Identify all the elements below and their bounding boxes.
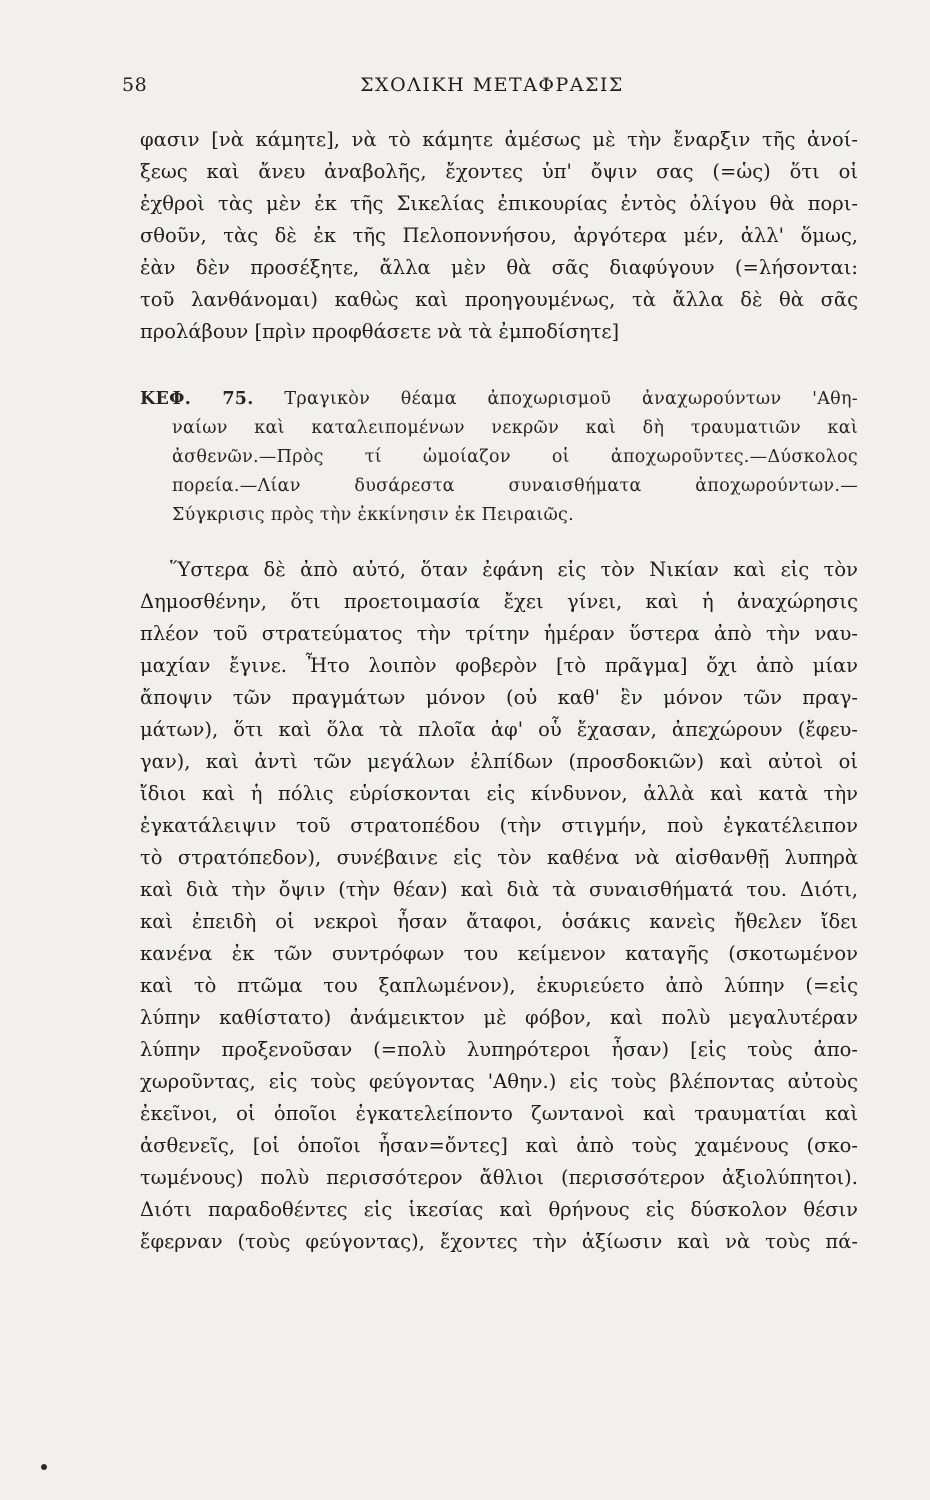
chapter-summary-text: Τραγικὸν θέαμα ἀποχωρισμοῦ ἀναχωρούντων 'Αθη- (284, 389, 858, 409)
text-line: ἐκεῖνοι, οἱ ὁποῖοι ἐγκατελείποντο ζωντανοὶ καὶ τραυματίαι καὶ (140, 1102, 858, 1125)
text-line: φασιν [νὰ κάμητε], νὰ τὸ κάμητε ἀμέσως μὲ τὴν ἔναρξιν τῆς ἀνοί- (140, 128, 858, 151)
chapter-label: ΚΕΦ. 75. (140, 389, 254, 409)
text-line: Διότι παραδοθέντες εἰς ἱκεσίας καὶ θρήνους εἰς δύσκολον θέσιν (140, 1198, 858, 1221)
text-line: προλάβουν [πρὶν προφθάσετε νὰ τὰ ἐμποδίσητε] (140, 320, 620, 343)
chapter-summary-line: ναίων καὶ καταλειπομένων νεκρῶν καὶ δὴ τραυματιῶν καὶ (172, 418, 858, 438)
text-line: Δημοσθένην, ὅτι προετοιμασία ἔχει γίνει, καὶ ἡ ἀναχώρησις (140, 590, 858, 613)
text-line: μαχίαν ἔγινε. Ἦτο λοιπὸν φοβερὸν [τὸ πρᾶγμα] ὄχι ἀπὸ μίαν (140, 654, 858, 677)
text-line: τὸ στρατόπεδον), συνέβαινε εἰς τὸν καθένα νὰ αἰσθανθῇ λυπηρὰ (140, 846, 858, 869)
running-title: ΣΧΟΛΙΚΗ ΜΕΤΑΦΡΑΣΙΣ (360, 74, 624, 96)
text-line: ἴδιοι καὶ ἡ πόλις εὑρίσκονται εἰς κίνδυνον, ἀλλὰ καὶ κατὰ τὴν (140, 782, 858, 805)
text-line: πλέον τοῦ στρατεύματος τὴν τρίτην ἡμέραν ὕστερα ἀπὸ τὴν ναυ- (140, 622, 858, 645)
text-line: σθοῦν, τὰς δὲ ἐκ τῆς Πελοποννήσου, ἀργότερα μέν, ἀλλ' ὅμως, (140, 224, 858, 247)
text-line: κανένα ἐκ τῶν συντρόφων του κείμενον καταγῆς (σκοτωμένον (140, 942, 858, 965)
text-line: καὶ διὰ τὴν ὄψιν (τὴν θέαν) καὶ διὰ τὰ συναισθήματά του. Διότι, (140, 878, 858, 901)
text-line: ἐὰν δὲν προσέξητε, ἄλλα μὲν θὰ σᾶς διαφύγουν (=λήσονται: (140, 256, 858, 279)
text-line: μάτων), ὅτι καὶ ὅλα τὰ πλοῖα ἀφ' οὗ ἔχασαν, ἀπεχώρουν (ἔφευ- (140, 718, 858, 741)
text-line: ἐγκατάλειψιν τοῦ στρατοπέδου (τὴν στιγμήν, ποὺ ἐγκατέλειπον (140, 814, 858, 837)
scan-speck (41, 1464, 47, 1470)
chapter-summary-line: ἀσθενῶν.—Πρὸς τί ὡμοίαζον οἱ ἀποχωροῦντες.—Δύσκολος (172, 447, 858, 467)
text-line: ξεως καὶ ἄνευ ἀναβολῆς, ἔχοντες ὑπ' ὄψιν σας (=ὡς) ὅτι οἱ (140, 160, 858, 183)
chapter-summary-line (140, 386, 858, 416)
text-line: ἔφερναν (τοὺς φεύγοντας), ἔχοντες τὴν ἀξίωσιν καὶ νὰ τοὺς πά- (140, 1230, 858, 1253)
page-number: 58 (122, 74, 148, 96)
text-line: καὶ ἐπειδὴ οἱ νεκροὶ ἦσαν ἄταφοι, ὁσάκις κανεὶς ἤθελεν ἴδει (140, 910, 858, 933)
text-line: λύπην προξενοῦσαν (=πολὺ λυπηρότεροι ἦσαν) [εἰς τοὺς ἀπο- (140, 1038, 858, 1061)
text-line: γαν), καὶ ἀντὶ τῶν μεγάλων ἐλπίδων (προσδοκιῶν) καὶ αὐτοὶ οἱ (140, 750, 858, 773)
text-line: Ὕστερα δὲ ἀπὸ αὐτό, ὅταν ἐφάνη εἰς τὸν Νικίαν καὶ εἰς τὸν (170, 558, 858, 581)
text-line: τοῦ λανθάνομαι) καθὼς καὶ προηγουμένως, τὰ ἄλλα δὲ θὰ σᾶς (140, 288, 858, 311)
page-header (122, 74, 862, 104)
chapter-summary-line: Σύγκρισις πρὸς τὴν ἐκκίνησιν ἐκ Πειραιῶς. (172, 505, 575, 525)
text-line: ἄποψιν τῶν πραγμάτων μόνον (οὐ καθ' ἓν μόνον τῶν πραγ- (140, 686, 858, 709)
text-line: τωμένους) πολὺ περισσότερον ἄθλιοι (περισσότερον ἀξιολύπητοι). (140, 1166, 858, 1189)
text-line: καὶ τὸ πτῶμα του ξαπλωμένον), ἐκυριεύετο ἀπὸ λύπην (=εἰς (140, 974, 858, 997)
text-line: ἀσθενεῖς, [οἱ ὁποῖοι ἦσαν=ὄντες] καὶ ἀπὸ τοὺς χαμένους (σκο- (140, 1134, 858, 1157)
text-line: ἐχθροὶ τὰς μὲν ἐκ τῆς Σικελίας ἐπικουρίας ἐντὸς ὀλίγου θὰ πορι- (140, 192, 858, 215)
chapter-summary-line: πορεία.—Λίαν δυσάρεστα συναισθήματα ἀποχωρούντων.— (172, 476, 858, 496)
text-line: λύπην καθίστατο) ἀνάμεικτον μὲ φόβον, καὶ πολὺ μεγαλυτέραν (140, 1006, 858, 1029)
text-line: χωροῦντας, εἰς τοὺς φεύγοντας 'Αθην.) εἰς τοὺς βλέποντας αὐτοὺς (140, 1070, 858, 1093)
